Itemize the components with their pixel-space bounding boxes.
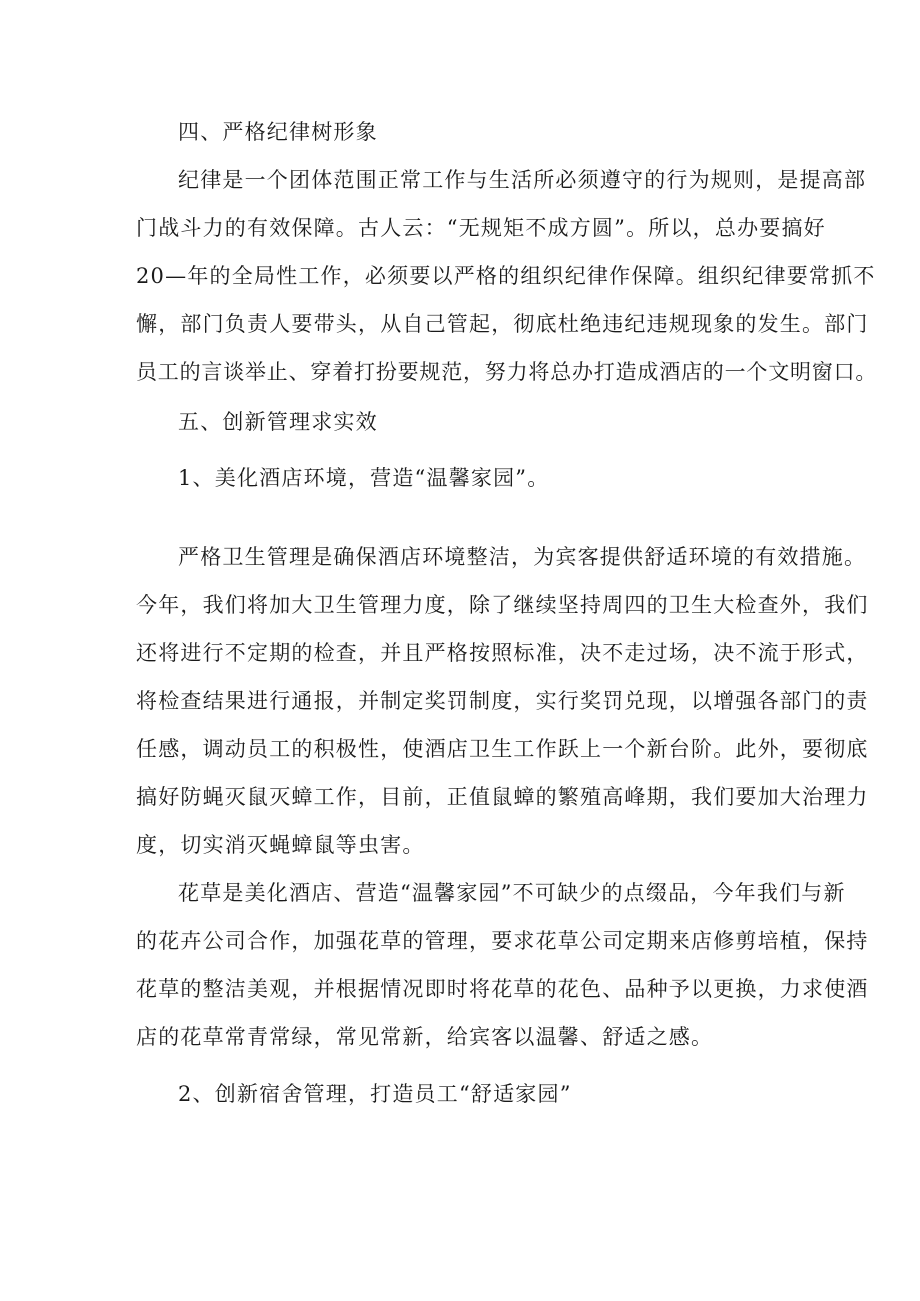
item-heading-1: 1、美化酒店环境，营造“温馨家园”。 [178, 466, 550, 490]
paragraph-line: 纪律是一个团体范围正常工作与生活所必须遵守的行为规则，是提高部 [178, 168, 867, 192]
paragraph-line: 搞好防蝇灭鼠灭蟑工作，目前，正值鼠蟑的繁殖高峰期，我们要加大治理力 [136, 785, 869, 809]
paragraph-line: 20—年的全局性工作，必须要以严格的组织纪律作保障。组织纪律要常抓不 [136, 264, 876, 288]
paragraph-line: 员工的言谈举止、穿着打扮要规范，努力将总办打造成酒店的一个文明窗口。 [136, 360, 878, 384]
section-heading-5: 五、创新管理求实效 [178, 410, 378, 434]
paragraph-line: 严格卫生管理是确保酒店环境整洁，为宾客提供舒适环境的有效措施。 [178, 545, 867, 569]
item-heading-2: 2、创新宿舍管理，打造员工“舒适家园” [178, 1082, 572, 1106]
paragraph-line: 店的花草常青常绿，常见常新，给宾客以温馨、舒适之感。 [136, 1025, 714, 1049]
paragraph-line: 花草是美化酒店、营造“温馨家园”不可缺少的点缀品，今年我们与新 [178, 881, 846, 905]
paragraph-line: 花草的整洁美观，并根据情况即时将花草的花色、品种予以更换，力求使酒 [136, 977, 869, 1001]
paragraph-line: 度，切实消灭蝇蟑鼠等虫害。 [136, 833, 425, 857]
paragraph-line: 今年，我们将加大卫生管理力度，除了继续坚持周四的卫生大检查外，我们 [136, 593, 869, 617]
paragraph-line: 门战斗力的有效保障。古人云：“无规矩不成方圆”。所以，总办要搞好 [136, 216, 826, 240]
paragraph-line: 还将进行不定期的检查，并且严格按照标准，决不走过场，决不流于形式， [136, 641, 869, 665]
paragraph-line: 懈，部门负责人要带头，从自己管起，彻底杜绝违纪违规现象的发生。部门 [136, 312, 869, 336]
paragraph-line: 的花卉公司合作，加强花草的管理，要求花草公司定期来店修剪培植，保持 [136, 929, 869, 953]
section-heading-4: 四、严格纪律树形象 [178, 120, 378, 144]
paragraph-line: 将检查结果进行通报，并制定奖罚制度，实行奖罚兑现，以增强各部门的责 [136, 689, 869, 713]
paragraph-line: 任感，调动员工的积极性，使酒店卫生工作跃上一个新台阶。此外，要彻底 [136, 737, 869, 761]
